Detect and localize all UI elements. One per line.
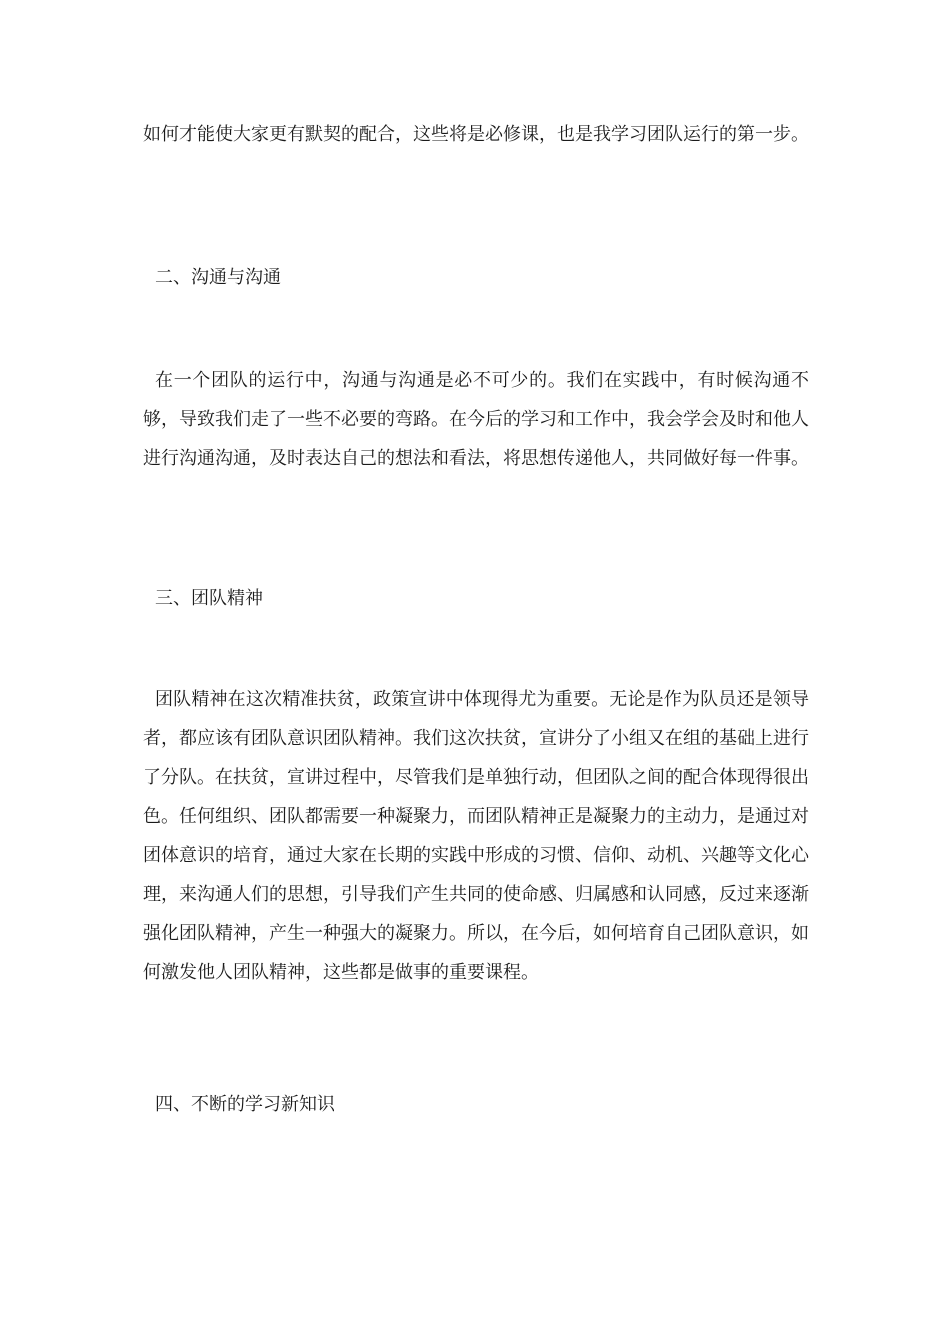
intro-paragraph: 如何才能使大家更有默契的配合，这些将是必修课，也是我学习团队运行的第一步。 bbox=[143, 124, 809, 145]
section-heading-continuous-learning: 四、不断的学习新知识 bbox=[155, 1094, 335, 1115]
communication-paragraph: 在一个团队的运行中，沟通与沟通是必不可少的。我们在实践中，有时候沟通不够，导致我们走了一些不必要的弯路。在今后的学习和工作中，我会学会及时和他人进行沟通沟通，及时表达自己的想法和看法，将思想传递他人，共同做好每一件事。 bbox=[143, 370, 809, 469]
section-heading-communication: 二、沟通与沟通 bbox=[155, 267, 281, 288]
section-heading-team-spirit: 三、团队精神 bbox=[155, 588, 263, 609]
team-spirit-paragraph: 团队精神在这次精准扶贫，政策宣讲中体现得尤为重要。无论是作为队员还是领导者，都应该有团队意识团队精神。我们这次扶贫，宣讲分了小组又在组的基础上进行了分队。在扶贫，宣讲过程中，尽管我们是单独行动，但团队之间的配合体现得很出色。任何组织、团队都需要一种凝聚力，而团队精神正是凝聚力的主动力，是通过对团体意识的培育，通过大家在长期的实践中形成的习惯、信仰、动机、兴趣等文化心理，来沟通人们的思想，引导我们产生共同的使命感、归属感和认同感，反过来逐渐强化团队精神，产生一种强大的凝聚力。所以，在今后，如何培育自己团队意识，如何激发他人团队精神，这些都是做事的重要课程。 bbox=[143, 689, 809, 983]
